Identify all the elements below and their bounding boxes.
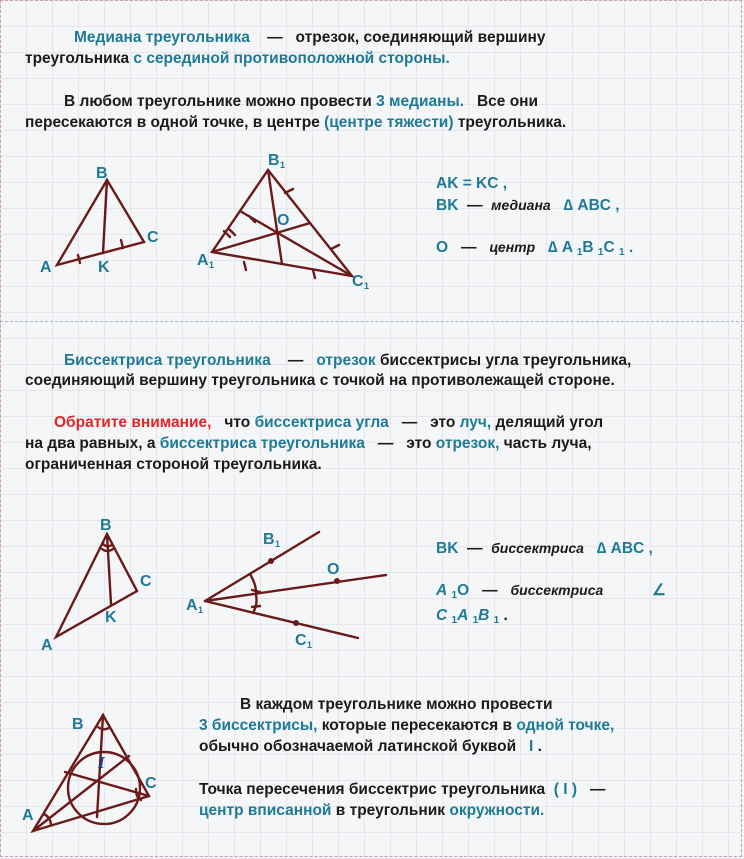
incenter-one-point: одной точке, — [516, 717, 615, 734]
bisector-eq1-word: биссектриса — [491, 540, 584, 556]
subscript: 1 — [451, 590, 458, 601]
incenter-letter: I — [529, 738, 534, 755]
triangle-icon: ∆ — [563, 197, 574, 214]
median-eq1: AK = KC , — [436, 175, 508, 192]
median-eq2-word: медиана — [491, 197, 551, 213]
incenter-count: 3 биссектрисы, — [199, 717, 318, 734]
attention-label: Обратите внимание, — [54, 414, 212, 431]
bisector-eq1-dash: — — [467, 540, 483, 557]
vertex-c: C — [603, 239, 615, 256]
bisector-eq1-segment: BK — [436, 540, 459, 557]
fig1-label-b: B — [96, 165, 108, 182]
median-eq3-word: центр — [489, 239, 536, 255]
note-ray: луч, — [459, 414, 492, 431]
fig3-label-k: K — [105, 609, 117, 626]
fig1-label-c: C — [147, 229, 159, 246]
incenter-text2: в треугольник — [335, 802, 446, 819]
note-angle-bisector: биссектриса угла — [254, 414, 389, 431]
angle-icon: ∠ — [652, 582, 666, 599]
subscript: 1 — [472, 615, 479, 626]
incenter-line1: В каждом треугольнике можно провести — [240, 696, 553, 713]
median-p2-l2-tail: треугольника. — [457, 114, 567, 131]
fig3-label-a: A — [41, 637, 53, 654]
fig2-label-b: B — [268, 152, 280, 169]
median-p2-text: В любом треугольнике можно провести — [64, 93, 372, 110]
incenter-inscribed: центр вписанной — [199, 802, 332, 819]
incenter-dash: — — [589, 781, 606, 798]
fig2-sub-c: 1 — [364, 281, 370, 291]
bisector-note-line3: ограниченная стороной треугольника. — [25, 456, 322, 473]
vertex-b: B — [478, 607, 490, 624]
bisector-term: Биссектриса треугольника — [64, 352, 271, 369]
fig3-label-b: B — [100, 517, 112, 534]
vertex-a: A — [436, 582, 448, 599]
fig4-label-b: B — [263, 531, 275, 548]
incenter-point-text: Точка пересечения биссектрис треугольника — [199, 781, 546, 798]
fig2-sub-a: 1 — [209, 260, 215, 270]
incenter-letter-text: обычно обозначаемой латинской буквой — [199, 738, 517, 755]
median-p2-tail: Все они — [476, 93, 539, 110]
bisector-eq2-dash: — — [482, 582, 498, 599]
fig4-sub-c: 1 — [307, 640, 313, 650]
point-o: O — [457, 582, 470, 599]
fig4-sub-b: 1 — [275, 539, 281, 549]
median-p2-l2-highlight: (центре тяжести) — [324, 114, 454, 131]
median-def-rest: отрезок, соединяющий вершину — [295, 29, 546, 46]
median-def-highlight: с серединой противоположной стороны. — [133, 50, 450, 67]
median-def-word: треугольника — [25, 50, 130, 67]
median-eq2-dash: — — [467, 197, 483, 214]
fig2-label-a: A — [197, 252, 209, 269]
median-eq2-segment: BK — [436, 197, 459, 214]
median-p2-l2-text: пересекаются в одной точке, в центре — [25, 114, 320, 131]
fig5-label-b: B — [72, 716, 84, 733]
note2-triangle-bisector: биссектриса треугольника — [159, 435, 365, 452]
vertex-c: C — [436, 607, 448, 624]
fig4-label-a: A — [186, 597, 198, 614]
median-dash: — — [267, 29, 283, 46]
fig1-label-k: K — [98, 259, 110, 276]
bisector-def-rest: биссектрисы угла треугольника, — [379, 352, 632, 369]
subscript: 1 — [493, 615, 500, 626]
fig3-label-c: C — [140, 573, 152, 590]
fig5-label-c: C — [145, 775, 157, 792]
period: . — [537, 738, 542, 755]
vertex-a: A — [561, 239, 573, 256]
vertex-a: A — [457, 607, 469, 624]
bisector-eq1-triangle: ABC , — [610, 540, 653, 557]
fig5-label-a: A — [22, 807, 34, 824]
bisector-segment-word: отрезок — [316, 352, 376, 369]
period: . — [503, 607, 508, 624]
median-eq2-triangle: ABC , — [577, 197, 620, 214]
note2-segment: отрезок, — [435, 435, 500, 452]
note-word: что — [224, 414, 251, 431]
note-word: это — [430, 414, 456, 431]
note2-tail: часть луча, — [503, 435, 592, 452]
median-eq3-dash: — — [460, 239, 477, 256]
incenter-point-label: ( I ) — [553, 781, 578, 798]
median-p2-count: 3 медианы. — [376, 93, 465, 110]
fig4-sub-a: 1 — [198, 605, 204, 615]
note2-word: это — [406, 435, 432, 452]
fig5-label-i: I — [98, 753, 105, 772]
subscript: 1 — [576, 247, 583, 258]
triangle-icon: ∆ — [548, 239, 558, 256]
fig2-label-c: C — [352, 273, 364, 290]
median-term: Медиана треугольника — [74, 29, 250, 46]
vertex-b: B — [582, 239, 594, 256]
note-tail: делящий угол — [495, 414, 604, 431]
note2-text: на два равных, а — [25, 435, 156, 452]
subscript: 1 — [597, 247, 604, 258]
fig1-label-a: A — [40, 259, 52, 276]
bisector-dash: — — [287, 352, 304, 369]
incenter-text: которые пересекаются в — [321, 717, 513, 734]
bisector-definition-line2: соединяющий вершину треугольника с точкой на противолежащей стороне. — [25, 372, 615, 389]
fig2-sub-b: 1 — [280, 160, 286, 170]
fig4-label-c: C — [295, 632, 307, 649]
fig2-label-o: O — [277, 212, 290, 229]
period: . — [628, 239, 634, 256]
triangle-icon: ∆ — [596, 540, 607, 557]
note2-dash: — — [377, 435, 394, 452]
median-eq3-point: O — [436, 239, 449, 256]
subscript: 1 — [451, 615, 458, 626]
bisector-eq2-word: биссектриса — [510, 582, 604, 598]
fig4-label-o: O — [327, 561, 340, 578]
incenter-circle-word: окружности. — [449, 802, 545, 819]
subscript: 1 — [618, 247, 625, 258]
note-dash: — — [401, 414, 418, 431]
